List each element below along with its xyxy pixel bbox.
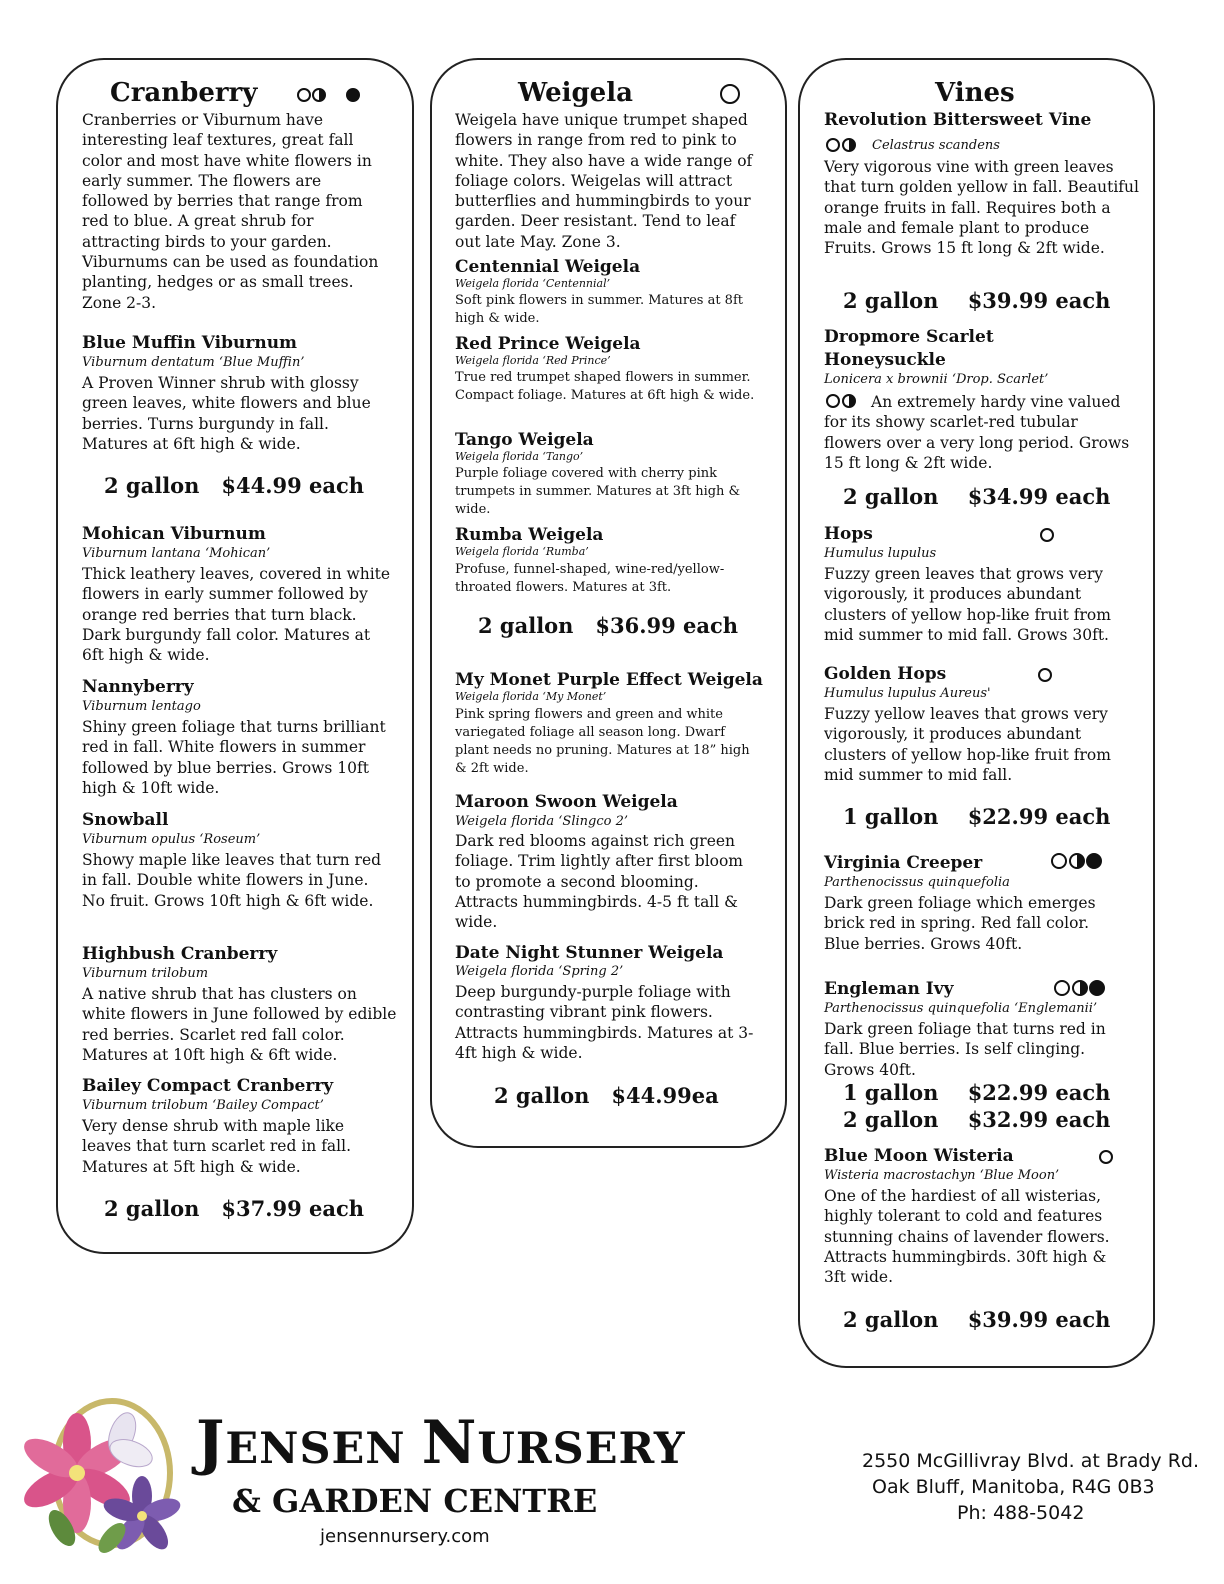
full-sun-icon [297,88,311,102]
shade-icon [346,88,360,102]
plant-name: Mohican Viburnum [82,524,266,544]
plant-name: Engleman Ivy [824,979,954,999]
plant-scientific-name: Weigela florida ‘Rumba’ [455,545,589,558]
plant-scientific-name: Weigela florida ‘Red Prince’ [455,354,611,367]
plant-name: Golden Hops [824,664,947,684]
cranberry-title: Cranberry [110,78,258,108]
plant-description: Deep burgundy-purple foliage with contrasting vibrant pink flowers. Attracts hummingbirds. Matures at 3-4ft high & wide. [455,983,754,1062]
plant-description: Very vigorous vine with green leaves that turn golden yellow in fall. Beautiful orange fruits in fall. Requires both a male and female plant to produce Fruits. Grows 15 ft long & 2ft wide. [824,158,1139,258]
brand-subtitle: & GARDEN CENTRE [232,1482,598,1520]
plant-name: Virginia Creeper [824,853,983,873]
vines-title: Vines [935,78,1015,108]
plant-scientific-name: Weigela florida ‘Spring 2’ [455,964,624,979]
price-label: 2 gallon $44.99 each [104,473,365,498]
plant-name: Highbush Cranberry [82,944,278,964]
plant-name: Blue Muffin Viburnum [82,333,298,353]
price-label: 2 gallon $44.99ea [494,1083,719,1108]
shade-icon [1086,853,1102,869]
plant-description: Fuzzy green leaves that grows very vigorously, it produces abundant clusters of yellow hop-like fruit from mid summer to mid fall. Grows 30ft. [824,565,1111,644]
plant-scientific-name: Viburnum trilobum [82,966,209,981]
full-sun-icon [1040,528,1054,542]
plant-description: Shiny green foliage that turns brilliant red in fall. White flowers in summer followed by blue berries. Grows 10ft high & 10ft wide. [82,718,386,797]
plant-scientific-name: Viburnum lentago [82,699,201,714]
full-sun-icon [720,84,740,104]
plant-name: Maroon Swoon Weigela [455,792,678,812]
plant-description: Fuzzy yellow leaves that grows very vigorously, it produces abundant clusters of yellow hop-like fruit from mid summer to mid fall. [824,705,1111,784]
plant-description: Purple foliage covered with cherry pink trumpets in summer. Matures at 3ft high & wide. [455,466,741,517]
full-sun-icon [1038,668,1052,682]
plant-name: Rumba Weigela [455,525,604,545]
plant-scientific-name: Viburnum opulus ‘Roseum’ [82,832,261,847]
cranberry-intro: Cranberries or Viburnum have interesting leaf textures, great fall color and most have white flowers in early summer. The flowers are followed by berries that range from red to blue. A great shrub for attracting birds to your garden. Viburnums can be used as foundation planting, hedges or as small trees. Zone 2-3. [82,111,379,312]
plant-scientific-name: Viburnum lantana ‘Mohican’ [82,546,271,561]
website-link[interactable]: jensennursery.com [320,1526,490,1547]
full-sun-icon [1051,853,1067,869]
plant-description: Dark green foliage which emerges brick red in spring. Red fall color. Blue berries. Grows 40ft. [824,894,1096,953]
plant-name: Red Prince Weigela [455,334,641,354]
price-label: 2 gallon $34.99 each [843,484,1111,509]
price-label: 2 gallon $39.99 each [843,1307,1111,1332]
price-label: 1 gallon $22.99 each [843,804,1111,829]
plant-scientific-name: Weigela florida ‘Centennial’ [455,277,611,290]
brand-name: JENSEN NURSERY [196,1408,686,1478]
price-label: 1 gallon $22.99 each [843,1080,1111,1105]
plant-scientific-name: Parthenocissus quinquefolia ‘Englemanii’ [824,1001,1098,1016]
plant-scientific-name: Viburnum trilobum ‘Bailey Compact’ [82,1098,324,1113]
address-line: Oak Bluff, Manitoba, R4G 0B3 [872,1476,1155,1498]
plant-scientific-name: Humulus lupulus Aureus' [824,686,991,701]
plant-scientific-name: Weigela florida ‘Tango’ [455,450,584,463]
plant-name: Snowball [82,810,169,830]
price-label: 2 gallon $36.99 each [478,613,739,638]
phone-number: Ph: 488-5042 [957,1502,1085,1524]
price-label: 2 gallon $37.99 each [104,1196,365,1221]
plant-description: Pink spring flowers and green and white variegated foliage all season long. Dwarf plant needs no pruning. Matures at 18” high & 2ft wide. [455,707,750,776]
plant-name: Tango Weigela [455,430,594,450]
full-sun-icon [1054,980,1070,996]
part-sun-icon [1069,853,1085,869]
plant-name: Blue Moon Wisteria [824,1146,1014,1166]
plant-scientific-name: Wisteria macrostachyn ‘Blue Moon’ [824,1168,1060,1183]
plant-name: Nannyberry [82,677,194,697]
plant-name: Dropmore Scarlet Honeysuckle [824,327,994,370]
plant-name: Revolution Bittersweet Vine [824,110,1092,130]
plant-scientific-name: Celastrus scandens [872,138,1000,153]
plant-scientific-name: Viburnum dentatum ‘Blue Muffin’ [82,355,305,370]
plant-name: Date Night Stunner Weigela [455,943,724,963]
weigela-title: Weigela [518,78,633,108]
plant-description: Profuse, funnel-shaped, wine-red/yellow-throated flowers. Matures at 3ft. [455,562,725,595]
plant-scientific-name: Lonicera x brownii ‘Drop. Scarlet’ [824,372,1049,387]
address-line: 2550 McGillivray Blvd. at Brady Rd. [862,1450,1200,1472]
plant-description: A Proven Winner shrub with glossy green leaves, white flowers and blue berries. Turns burgundy in fall. Matures at 6ft high & wide. [82,374,371,453]
plant-scientific-name: Parthenocissus quinquefolia [824,875,1010,890]
plant-description: Thick leathery leaves, covered in white flowers in early summer followed by orange red berries that turn black. Dark burgundy fall color. Matures at 6ft high & wide. [82,565,391,665]
plant-scientific-name: Weigela florida ‘My Monet’ [455,690,607,703]
plant-description: An extremely hardy vine valued for its showy scarlet-red tubular flowers over a very long period. Grows 15 ft long & 2ft wide. [824,393,1130,472]
plant-name: My Monet Purple Effect Weigela [455,670,763,690]
shade-icon [1089,980,1105,996]
part-sun-icon [1072,980,1088,996]
plant-description: One of the hardiest of all wisterias, highly tolerant to cold and features stunning chains of lavender flowers. Attracts hummingbirds. 30ft high & 3ft wide. [824,1187,1110,1287]
plant-name: Hops [824,524,873,544]
plant-name: Centennial Weigela [455,257,641,277]
full-sun-icon [1099,1150,1113,1164]
plant-description: Very dense shrub with maple like leaves that turn scarlet red in fall. Matures at 5ft high & wide. [82,1117,352,1176]
plant-description: Showy maple like leaves that turn red in fall. Double white flowers in June. No fruit. Grows 10ft high & 6ft wide. [82,851,382,910]
plant-scientific-name: Humulus lupulus [824,546,937,561]
weigela-intro: Weigela have unique trumpet shaped flowers in range from red to pink to white. They also have a wide range of foliage colors. Weigelas will attract butterflies and hummingbirds to your garden. Deer resistant. Tend to leaf out late May. Zone 3. [455,111,753,251]
price-label: 2 gallon $39.99 each [843,288,1111,313]
clematis-logo [22,1388,182,1558]
full-sun-icon [826,138,840,152]
plant-description: A native shrub that has clusters on white flowers in June followed by edible red berries. Scarlet red fall color. Matures at 10ft high & 6ft wide. [82,985,397,1064]
plant-description: Dark green foliage that turns red in fall. Blue berries. Is self clinging. Grows 40ft. [824,1020,1106,1079]
plant-description: True red trumpet shaped flowers in summer. Compact foliage. Matures at 6ft high & wide. [455,370,755,403]
plant-description: Dark red blooms against rich green foliage. Trim lightly after first bloom to promote a second blooming. Attracts hummingbirds. 4-5 ft tall & wide. [455,832,744,932]
price-label: 2 gallon $32.99 each [843,1107,1111,1132]
part-sun-icon [842,138,856,152]
part-sun-icon [312,88,326,102]
plant-name: Bailey Compact Cranberry [82,1076,334,1096]
plant-description: Soft pink flowers in summer. Matures at 8ft high & wide. [455,293,743,326]
plant-scientific-name: Weigela florida ‘Slingco 2’ [455,814,628,829]
